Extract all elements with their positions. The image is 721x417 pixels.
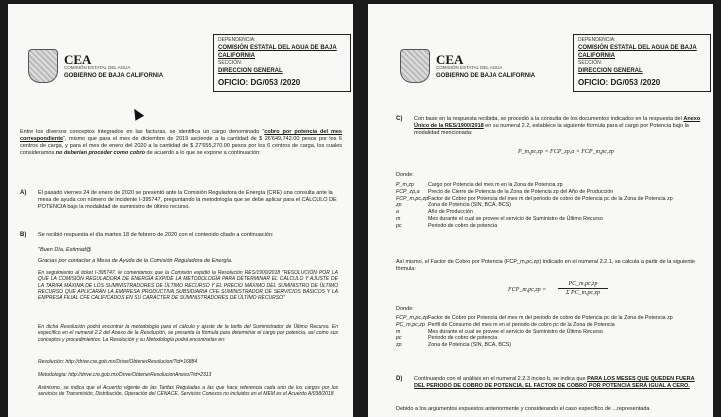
item-b-text: Se recibió respuesta el día martes 18 de febrero de 2020 con el contenido citado a continuación: bbox=[38, 232, 274, 238]
logo-subline: COMISIÓN ESTATAL DEL AGUA bbox=[436, 65, 503, 71]
definitions-list-1 bbox=[396, 182, 706, 229]
seccion-label: SECCIÓN: bbox=[578, 59, 603, 66]
dependencia-label: DEPENDENCIA: bbox=[218, 37, 256, 43]
definition-symbol: zp bbox=[396, 202, 402, 209]
definition-symbol: FCP_m,pc,zp bbox=[396, 195, 429, 202]
item-a-text: El pasado viernes 24 de enero de 2020 se presentó ante la Comisión Reguladora de Energía (CRE) una consulta ante la mesa de ayuda con número de incidente I-395747, preguntando la metodología que se debe aplicar para el CÁLCULO DE POTENCIA bajo la modalidad de suministro de último recurso. bbox=[38, 190, 337, 211]
definition-description: Periodo de cobro de potencia bbox=[428, 335, 498, 342]
quote-thanks: Gracias por contactar a Mesa de Ayuda de la Comisión Reguladora de Energía. bbox=[38, 258, 233, 264]
cea-logo bbox=[400, 49, 535, 83]
item-c-marker: C) bbox=[396, 116, 403, 122]
closing-text: Debido a los argumentos expuestos anteriormente y considerando el caso específico de ...representada bbox=[396, 406, 650, 412]
definitions-list-2 bbox=[396, 315, 706, 349]
quote-agreement: Asimismo, se indica que el Acuerdo vigente de las Tarifas Reguladas a las que hace referencia cada uno de los cargos por los servicios de Transmisión, Distribución, Operación del CENACE, Servicios Conexos no incluidos en el MEM es el Acuerdo A/038/2018 bbox=[38, 385, 338, 398]
definition-description: Factor de Cobro por Potencia del mes m del periodo de cobro de Potencia pc de la Zona de Potencia zp bbox=[428, 195, 673, 202]
definition-symbol: a bbox=[396, 209, 399, 216]
donde-label-2: Donde: bbox=[396, 306, 414, 312]
definition-description: Mes durante el cual se provee el servicio de Suministro de Último Recurso bbox=[428, 215, 603, 222]
definition-description: Año de Producción bbox=[428, 209, 473, 216]
header-box bbox=[213, 34, 351, 92]
factor-formula-fraction bbox=[558, 281, 608, 296]
definition-row bbox=[396, 335, 706, 342]
logo-government: GOBIERNO DE BAJA CALIFORNIA bbox=[436, 72, 536, 79]
state-seal-icon bbox=[28, 49, 58, 83]
definition-row bbox=[396, 202, 706, 209]
oficio-number: OFICIO: DG/053 /2020 bbox=[218, 77, 301, 87]
definition-row bbox=[396, 329, 706, 336]
definition-symbol: FCP_m,pc,zp bbox=[396, 315, 429, 321]
seccion-value: DIRECCION GENERAL bbox=[578, 67, 643, 74]
factor-paragraph: Así mismo, el Factor de Cobro por Potencia (FCP_m,pc,zp) indicado en el numeral 2.2.1, se calcula a partir de la siguiente fórmula: bbox=[396, 259, 695, 273]
formula-numerator: PC_m,pc,zp bbox=[568, 281, 598, 287]
definition-row bbox=[396, 223, 706, 230]
definition-row bbox=[396, 315, 706, 322]
definition-row bbox=[396, 342, 706, 349]
dependencia-label: DEPENDENCIA: bbox=[578, 37, 616, 43]
definition-description: Mes durante el cual se provee el servicio de Suministro de Último Recurso bbox=[428, 328, 603, 335]
logo-brand: CEA bbox=[436, 52, 464, 68]
item-b-marker: B) bbox=[20, 232, 27, 238]
dependencia-value: COMISIÓN ESTATAL DEL AGUA DE BAJA CALIFORNIA bbox=[578, 44, 697, 59]
definition-description: Factor de Cobro por Potencia del mes m del periodo de cobro de Potencia pc de la Zona de Potencia zp bbox=[428, 315, 673, 321]
dependencia-value: COMISIÓN ESTATAL DEL AGUA DE BAJA CALIFORNIA bbox=[218, 44, 337, 59]
mouse-cursor-icon bbox=[130, 106, 144, 121]
logo-brand: CEA bbox=[64, 52, 92, 68]
definition-symbol: pc bbox=[396, 335, 402, 342]
definition-symbol: P_m,zp bbox=[396, 182, 414, 188]
definition-row bbox=[396, 322, 706, 329]
definition-symbol: FCP_zp,a bbox=[396, 188, 420, 195]
definition-symbol: PC_m,pc,zp bbox=[396, 321, 425, 328]
header-box bbox=[573, 34, 711, 92]
definition-row bbox=[396, 189, 706, 196]
right-document-page bbox=[368, 4, 713, 417]
quote-greeting: "Buen Día, Estimad@ bbox=[38, 247, 92, 253]
definition-symbol: zp bbox=[396, 342, 402, 349]
logo-government: GOBIERNO DE BAJA CALIFORNIA bbox=[64, 72, 164, 79]
formula-denominator: Σ PC_m,pc,zp bbox=[565, 290, 601, 296]
seccion-label: SECCIÓN: bbox=[218, 59, 243, 66]
item-c-text: Con base en la respuesta recibida, se procedió a la consulta de los documentos indicados en la respuesta del Anexo Único de la RES/1900/2018 en su numeral 2.2, establece la siguiente fórmula para el cargo por Potencia bajo la modalidad mencionada: bbox=[414, 116, 701, 137]
resolution-link[interactable]: Resolución: http://drive.cre.gob.mx/Drive/ObtenerResolucion/?id=16884 bbox=[38, 359, 198, 365]
methodology-link[interactable]: Metodología: http://drive.cre.gob.mx/Drive/ObtenerResolucionAnexo/?id=2313 bbox=[38, 372, 212, 378]
definition-description: Perfil de Consumo del mes m en el periodo de cobro pc de la Zona de Potencia bbox=[428, 321, 615, 328]
definition-description: Cargo por Potencia del mes m en la Zona de Potencia zp bbox=[428, 182, 563, 188]
definition-symbol: m bbox=[396, 328, 401, 335]
cea-logo bbox=[28, 49, 163, 83]
left-document-page bbox=[8, 4, 353, 417]
definition-row bbox=[396, 209, 706, 216]
definition-description: Zona de Potencia (SIN, BCA, BCS) bbox=[428, 202, 512, 209]
state-seal-icon bbox=[400, 49, 430, 83]
definition-row bbox=[396, 196, 706, 203]
definition-description: Periodo de cobro de potencia bbox=[428, 222, 498, 229]
item-d-marker: D) bbox=[396, 376, 403, 382]
seccion-value: DIRECCION GENERAL bbox=[218, 67, 283, 74]
intro-paragraph: Entre los diversos conceptos integrados en las facturas, se identifica un cargo denominado "cobro por potencia del mes correspondiente", mismo que para el mes de diciembre de 2019 asciende a la cantidad de $ 26'649,742.00 pesos por los 6 centros de carga, y para el mes de enero del 2020 a la cantidad de $ 27'655,270.00 pesos por los 6 centros de carga, los cuales consideramos no deberían proceder como cobro de acuerdo a lo que se expone a continuación: bbox=[20, 129, 342, 157]
definition-description: Zona de Potencia (SIN, BCA, BCS) bbox=[428, 342, 512, 349]
definition-description: Precio de Cierre de Potencia de la Zona de Potencia zp del Año de Producción bbox=[428, 188, 614, 195]
definition-symbol: m bbox=[396, 215, 401, 222]
potencia-formula: P_m,pc,zp = FCP_zp,a × FCP_m,pc,zp bbox=[518, 149, 614, 155]
definition-symbol: pc bbox=[396, 222, 402, 229]
donde-label: Donde: bbox=[396, 172, 414, 178]
quote-methodology: En dicha Resolución podrá encontrar la metodología para el cálculo y ajuste de la tarifa del Suministrador de Último Recurso. En específico en el numeral 2.2 del Anexo de la Resolución, se presenta la fórmula para determinar el cargo por potencia, así como sus conceptos y procedimientos. La Resolución y su Metodología podrá encontrarlas en: bbox=[38, 324, 338, 343]
factor-formula-lhs: FCP_m,pc,zp = bbox=[508, 287, 547, 293]
oficio-number: OFICIO: DG/053 /2020 bbox=[578, 77, 661, 87]
logo-subline: COMISIÓN ESTATAL DEL AGUA bbox=[64, 65, 131, 71]
item-d-text: Continuando con el análisis en el numeral 2.2.3 inciso b, se indica que PARA LOS MESES QUE QUEDEN FUERA DEL PERIODO DE COBRO DE POTENCIA, EL FACTOR DE COBRO POR POTENCIA SERÁ IGUAL A CERO. bbox=[414, 376, 695, 390]
definition-row bbox=[396, 216, 706, 223]
quote-resolution: En seguimiento al ticket I-395747, le comentamos que la Comisión expidió la Resolución RES/1900/2018 "RESOLUCIÓN POR LA QUE LA COMISIÓN REGULADORA DE ENERGÍA EXPIDE LA METODOLOGÍA PARA DETERMINAR EL CÁLCULO Y AJUSTE DE LA TARIFA MÁXIMA DE LOS SUMINISTRADORES DE ÚLTIMO RECURSO Y EL PRECIO MÁXIMO DEL SUMINISTRO DE ÚLTIMO RECURSO QUE APLICARÁN LA EMPRESA PRODUCTIVA SUBSIDIARIA CFE SUMINISTRADOR DE SERVICIOS BÁSICOS Y LA EMPRESA FILIAL CFE CALIFICADOS EN SU CARÁCTER DE SUMINISTRADORES DE ÚLTIMO RECURSO" bbox=[38, 270, 338, 301]
definition-row bbox=[396, 182, 706, 189]
item-a-marker: A) bbox=[20, 190, 27, 196]
